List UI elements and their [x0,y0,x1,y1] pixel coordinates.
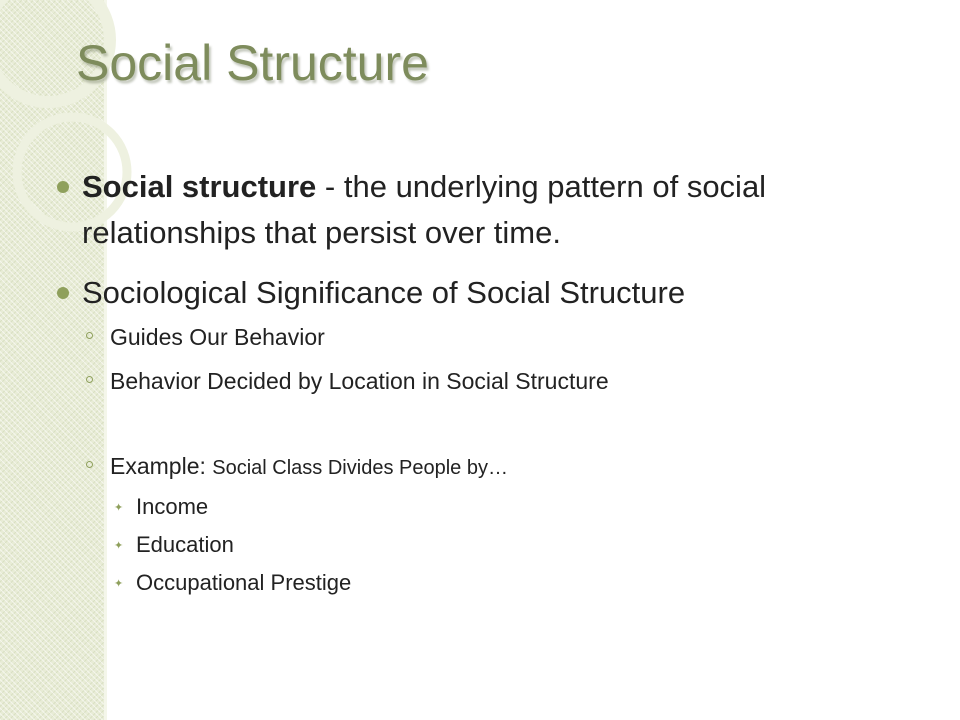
definition-text: - the underlying pattern of social relationships that persist over time. [82,169,767,250]
sub-sub-bullet-prestige [114,569,936,597]
slide-title: Social Structure [76,35,429,91]
sub-bullet-location [110,366,930,396]
example-lead: Example: [110,453,206,479]
sub-sub-bullet-text: Income [136,494,209,519]
sub-sub-bullet-text: Occupational Prestige [136,570,352,595]
bullet-dot-icon [57,287,69,299]
sub-sub-bullet-income [114,493,936,521]
sub-sub-bullet-education [114,531,936,559]
significance-text: Sociological Significance of Social Structure [82,275,686,310]
bullet-definition [82,164,942,256]
sub-bullet-text: Guides Our Behavior [110,324,325,350]
sub-sub-bullet-text: Education [136,532,234,557]
star-bullet-icon: ✦ [114,502,124,514]
bullet-dot-icon [57,181,69,193]
definition-term: Social structure [82,169,317,204]
sub-bullet-ring-icon [86,461,93,468]
star-bullet-icon: ✦ [114,540,124,552]
sub-bullet-guides [110,322,930,352]
sub-bullet-ring-icon [86,332,93,339]
sub-bullet-text: Behavior Decided by Location in Social Structure [110,368,609,394]
example-text: Social Class Divides People by… [212,457,508,479]
sub-bullet-ring-icon [86,376,93,383]
sub-bullet-example [110,451,930,483]
star-bullet-icon: ✦ [114,578,124,590]
bullet-significance [82,270,942,316]
